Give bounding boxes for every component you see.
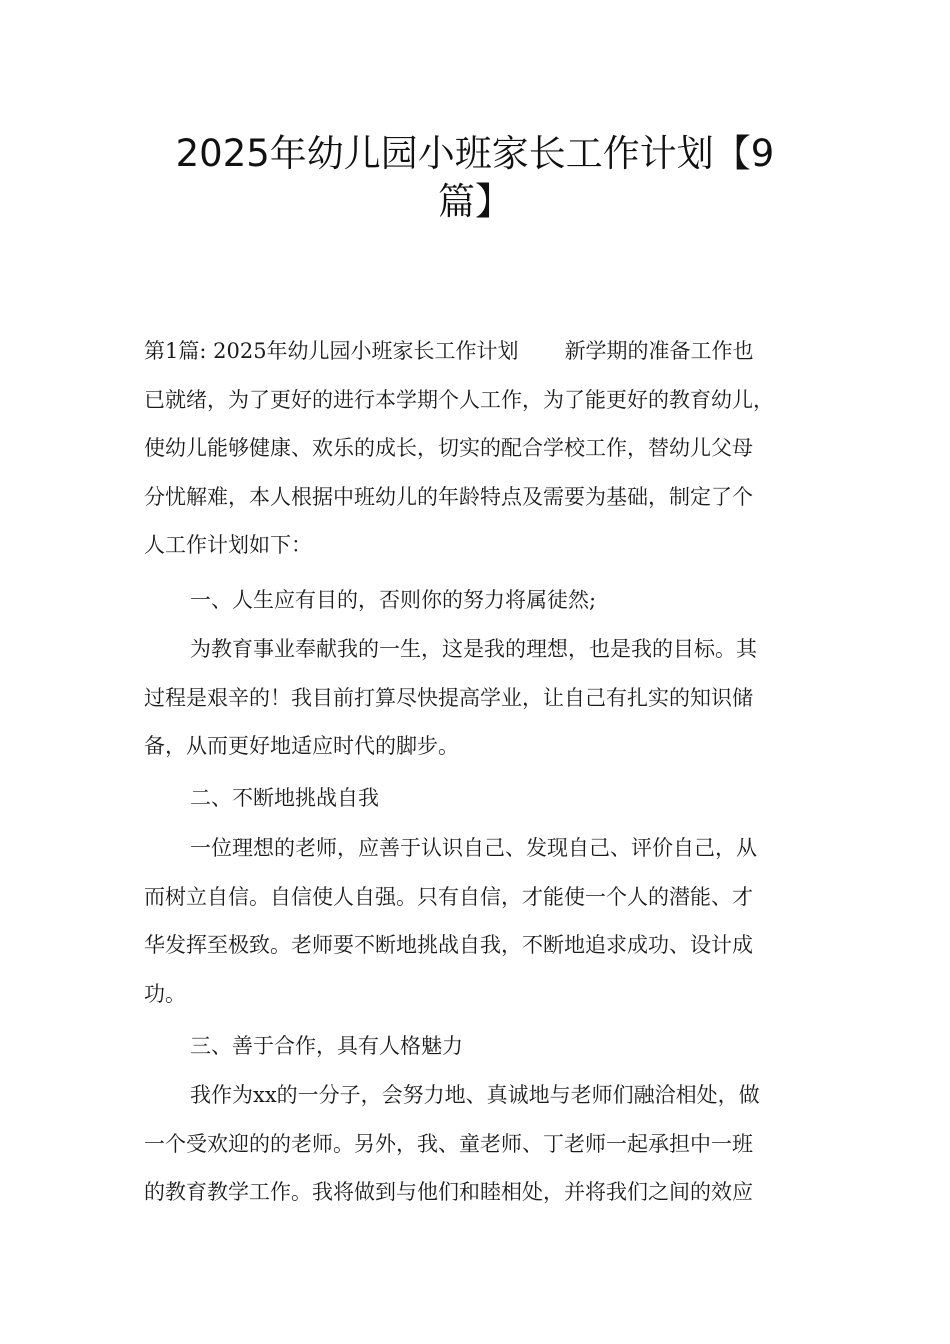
paragraph-heading-3: [144, 1022, 814, 1071]
text-line: 第1篇: 2025年幼儿园小班家长工作计划 新学期的准备工作也: [144, 339, 754, 363]
document-title-line-1: 2025年幼儿园小班家长工作计划【9: [175, 132, 775, 175]
paragraph-heading-2: [144, 774, 814, 823]
subheading: 二、不断地挑战自我: [190, 786, 379, 810]
text-line: 的教育教学工作。我将做到与他们和睦相处，并将我们之间的效应: [144, 1180, 753, 1205]
text-line: 而树立自信。自信使人自强。只有自信，才能使一个人的潜能、才: [144, 884, 753, 909]
paragraph-intro: [144, 327, 814, 570]
subheading: 一、人生应有目的，否则你的努力将属徒然;: [190, 588, 597, 612]
document-title-line-2: 篇】: [438, 180, 512, 223]
text-line: 使幼儿能够健康、欢乐的成长，切实的配合学校工作，替幼儿父母: [144, 436, 753, 461]
section-heading: 第1篇: 2025年幼儿园小班家长工作计划: [144, 339, 519, 363]
paragraph-heading-1: [144, 576, 814, 625]
paragraph-body-3: [144, 1071, 814, 1217]
text-line: 过程是艰辛的！我目前打算尽快提高学业，让自己有扎实的知识储: [144, 685, 753, 710]
text-line: 为教育事业奉献我的一生，这是我的理想，也是我的目标。其: [190, 637, 757, 661]
text-line: 一位理想的老师，应善于认识自己、发现自己、评价自己，从: [190, 836, 757, 860]
subheading: 三、善于合作，具有人格魅力: [190, 1034, 463, 1058]
text-line: 功。: [144, 981, 186, 1006]
text-line: 华发挥至极致。老师要不断地挑战自我，不断地追求成功、设计成: [144, 933, 753, 958]
text-line: 备，从而更好地适应时代的脚步。: [144, 734, 459, 759]
paragraph-body-1: [144, 625, 814, 771]
paragraph-body-2: [144, 824, 814, 1018]
text-line: 分忧解难，本人根据中班幼儿的年龄特点及需要为基础，制定了个: [144, 484, 753, 509]
text-line: 人工作计划如下：: [144, 533, 312, 558]
text-line: 已就绪，为了更好的进行本学期个人工作，为了能更好的教育幼儿，: [144, 387, 774, 412]
text-line: 我作为xx的一分子，会努力地、真诚地与老师们融洽相处，做: [190, 1083, 760, 1107]
text-line: 一个受欢迎的的老师。另外，我、童老师、丁老师一起承担中一班: [144, 1131, 753, 1156]
